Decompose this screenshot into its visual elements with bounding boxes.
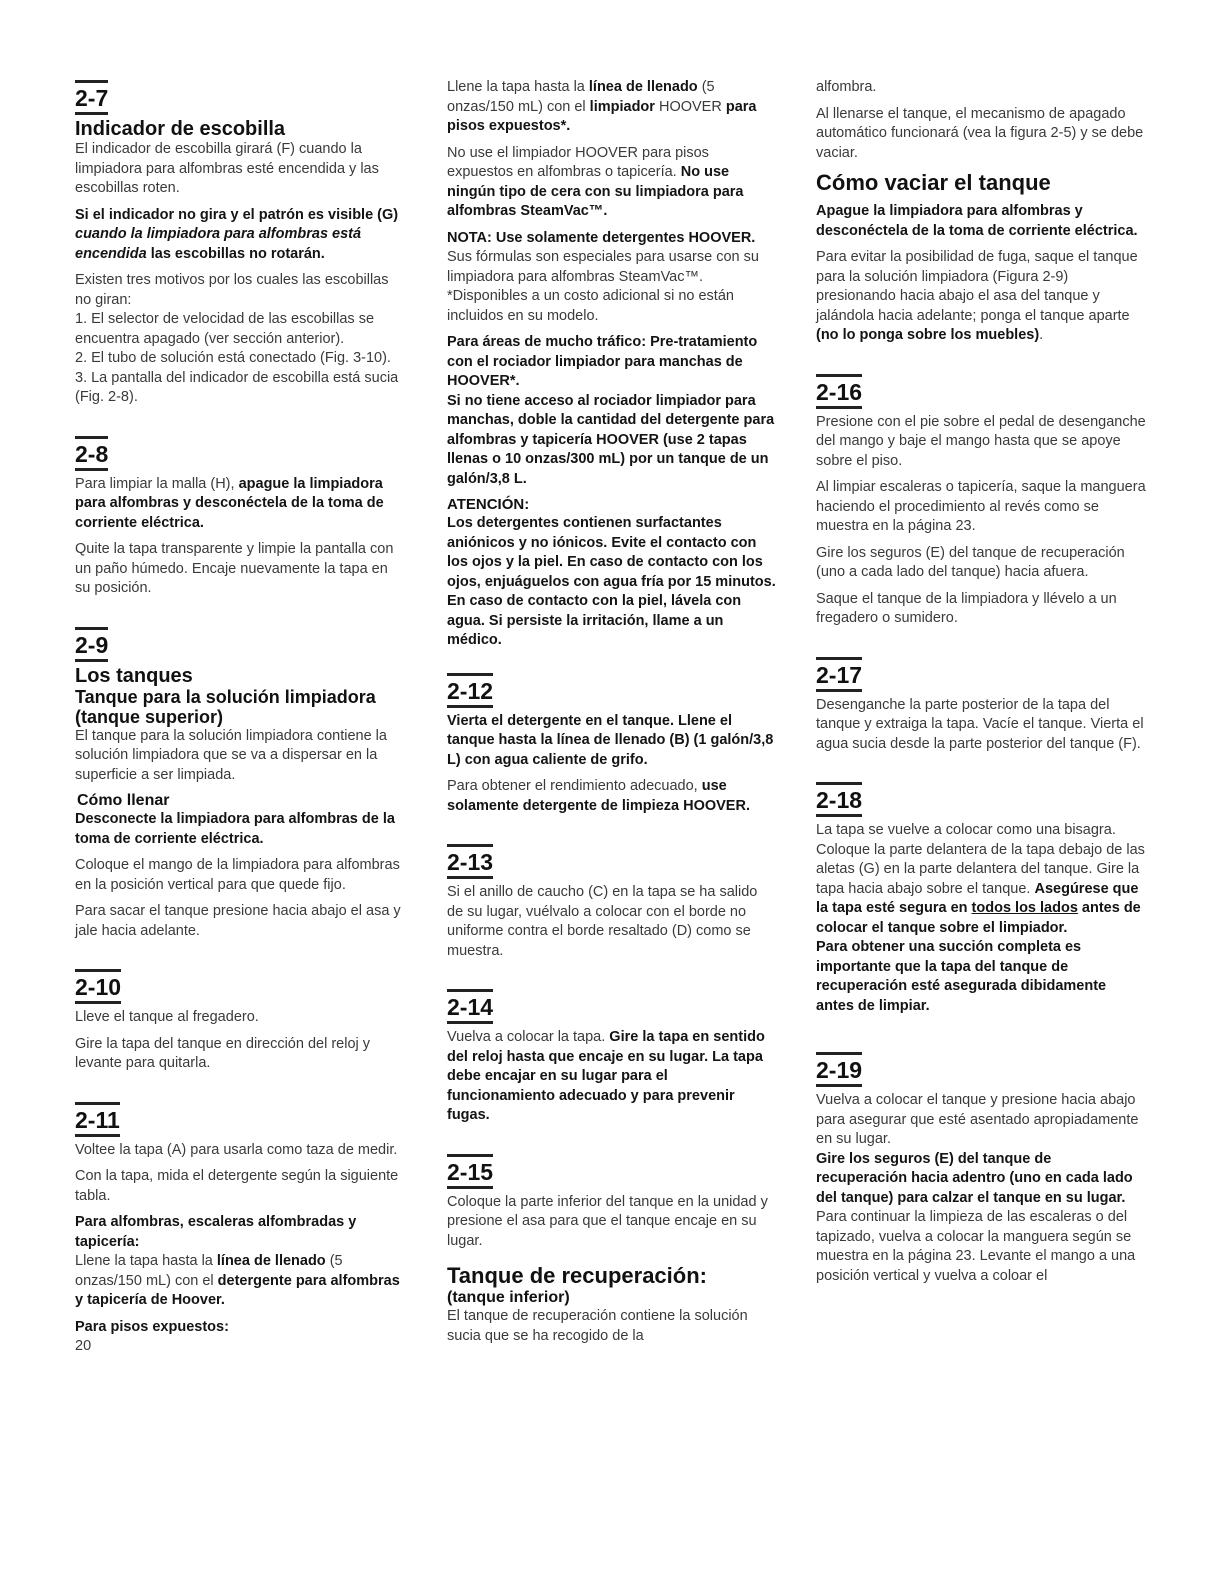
step-number: 2-11 bbox=[75, 1100, 120, 1133]
paragraph: Desenganche la parte posterior de la tapa del tanque y extraiga la tapa. Vacíe el tanque. Vierta el agua sucia desde la parte posterior del tanque (F). bbox=[816, 696, 1144, 752]
paragraph: Apague la limpiadora para alfombras y desconéctela de la toma de corriente eléctrica. bbox=[816, 203, 1138, 239]
section-title: Cómo vaciar el tanque bbox=[816, 170, 1051, 195]
paragraph: Para pisos expuestos: bbox=[75, 1318, 229, 1335]
paragraph: El tanque de recuperación contiene la solución sucia que se ha recogido de la bbox=[447, 1308, 748, 1344]
paragraph: Saque el tanque de la limpiadora y llévelo a un fregadero o sumidero. bbox=[816, 590, 1117, 626]
paragraph: *Disponibles a un costo adicional si no están incluidos en su modelo. bbox=[447, 288, 734, 324]
attention-text: Los detergentes contienen surfactantes aniónicos y no iónicos. Evite el contacto con los ojos y la piel. En caso de contacto con los ojos, enjuáguelos con agua fría por 15 minutos. En caso de contacto con la piel, lávela con agua. Si persiste la irritación, llame a un médico. bbox=[447, 515, 776, 648]
list-item: 2. El tubo de solución está conectado (Fig. 3-10). bbox=[75, 350, 391, 366]
section-2-10 bbox=[75, 967, 405, 1074]
section-2-15 bbox=[447, 1152, 777, 1252]
page-number: 20 bbox=[75, 1338, 92, 1354]
column-left bbox=[75, 78, 405, 1357]
section-2-14 bbox=[447, 987, 777, 1126]
paragraph: Desconecte la limpiadora para alfombras de la toma de corriente eléctrica. bbox=[75, 811, 395, 847]
section-2-8 bbox=[75, 434, 405, 599]
step-number: 2-12 bbox=[447, 671, 493, 704]
paragraph: Presione con el pie sobre el pedal de desenganche del mango y baje el mango hasta que se apoye sobre el piso. bbox=[816, 413, 1146, 469]
section-title: Indicador de escobilla bbox=[75, 118, 286, 140]
paragraph: No use el limpiador HOOVER para pisos expuestos en alfombras o tapicería. No use ningún tipo de cera con su limpiadora para alfombras SteamVac™. bbox=[447, 144, 744, 219]
paragraph: Gire la tapa del tanque en dirección del reloj y levante para quitarla. bbox=[75, 1035, 371, 1071]
paragraph: Si no tiene acceso al rociador limpiador para manchas, doble la cantidad del detergente para alfombras y tapicería HOOVER (use 2 tapas llenas o 10 onzas/300 mL) por un tanque de un galón/3,8 L. bbox=[447, 392, 775, 487]
section-2-19 bbox=[816, 1050, 1146, 1286]
step-number: 2-16 bbox=[816, 372, 862, 405]
section-title: Tanque de recuperación: bbox=[447, 1263, 707, 1288]
paragraph: Existen tres motivos por los cuales las escobillas no giran: bbox=[75, 272, 389, 308]
paragraph: Llene la tapa hasta la línea de llenado (5 onzas/150 mL) con el limpiador HOOVER para pisos expuestos*. bbox=[447, 79, 757, 134]
section-2-13 bbox=[447, 842, 777, 961]
paragraph: Vuelva a colocar la tapa. Gire la tapa en sentido del reloj hasta que encaje en su lugar. La tapa debe encajar en su lugar para el funcionamiento adecuado y para prevenir fugas. bbox=[447, 1029, 765, 1123]
step-number: 2-7 bbox=[75, 78, 108, 111]
section-2-12 bbox=[447, 671, 777, 817]
attention-heading: ATENCIÓN: bbox=[447, 496, 530, 513]
step-number: 2-17 bbox=[816, 655, 862, 688]
subheading: Cómo llenar bbox=[77, 792, 170, 809]
column-middle bbox=[447, 78, 777, 1372]
paragraph: Al llenarse el tanque, el mecanismo de apagado automático funcionará (vea la figura 2-5) y se debe vaciar. bbox=[816, 105, 1144, 161]
column-right bbox=[816, 78, 1146, 1312]
paragraph: Para evitar la posibilidad de fuga, saque el tanque para la solución limpiadora (Figura 2-9) presionando hacia abajo el asa del tanque y jalándola hacia adelante; ponga el tanque aparte (no lo ponga sobre los muebles). bbox=[816, 249, 1138, 343]
section-2-16 bbox=[816, 372, 1146, 629]
section-2-11 bbox=[75, 1100, 405, 1357]
section-2-9 bbox=[75, 625, 405, 942]
paragraph: Coloque la parte inferior del tanque en la unidad y presione el asa para que el tanque encaje en su lugar. bbox=[447, 1193, 768, 1249]
paragraph: Quite la tapa transparente y limpie la pantalla con un paño húmedo. Encaje nuevamente la tapa en su posición. bbox=[75, 541, 394, 596]
paragraph: Para alfombras, escaleras alfombradas y tapicería: Llene la tapa hasta la línea de llenado (5 onzas/150 mL) con el detergente para alfombras y tapicería de Hoover. bbox=[75, 1214, 400, 1308]
section-recovery-tank bbox=[447, 1263, 777, 1346]
step-number: 2-13 bbox=[447, 842, 493, 875]
paragraph: Si el indicador no gira y el patrón es visible (G) cuando la limpiadora para alfombras está encendida las escobillas no rotarán. bbox=[75, 206, 399, 262]
paragraph: Para continuar la limpieza de las escaleras o del tapizado, vuelva a colocar la manguera según se muestra en la página 23. Levante el mango a una posición vertical y vuelva a coloar el bbox=[816, 1209, 1136, 1284]
paragraph: Vierta el detergente en el tanque. Llene el tanque hasta la línea de llenado (B) (1 galón/3,8 L) con agua caliente de grifo. bbox=[447, 712, 774, 768]
paragraph: alfombra. bbox=[816, 79, 877, 95]
paragraph: Para áreas de mucho tráfico: Pre-tratamiento con el rociador limpiador para manchas de HOOVER*. bbox=[447, 334, 758, 389]
section-subtitle: (tanque inferior) bbox=[447, 1289, 570, 1306]
section-empty-tank bbox=[816, 170, 1146, 346]
list-item: 1. El selector de velocidad de las escobillas se encuentra apagado (ver sección anterior). bbox=[75, 311, 375, 347]
paragraph: Para obtener una succión completa es importante que la tapa del tanque de recuperación esté asegurada dibidamente antes de limpiar. bbox=[816, 939, 1107, 1014]
section-continued bbox=[816, 78, 1146, 163]
step-number: 2-15 bbox=[447, 1152, 493, 1185]
paragraph: Para obtener el rendimiento adecuado, use solamente detergente de limpieza HOOVER. bbox=[447, 778, 750, 814]
step-number: 2-9 bbox=[75, 625, 108, 658]
paragraph: Para limpiar la malla (H), apague la limpiadora para alfombras y desconéctela de la toma de corriente eléctrica. bbox=[75, 475, 384, 531]
paragraph: Con la tapa, mida el detergente según la siguiente tabla. bbox=[75, 1168, 399, 1204]
paragraph: Coloque el mango de la limpiadora para alfombras en la posición vertical para que quede fijo. bbox=[75, 857, 400, 893]
step-number: 2-14 bbox=[447, 987, 493, 1020]
section-2-17 bbox=[816, 655, 1146, 755]
paragraph: Gire los seguros (E) del tanque de recuperación hacia adentro (uno en cada lado del tanque) para calzar el tanque en su lugar. bbox=[816, 1150, 1133, 1206]
paragraph: Voltee la tapa (A) para usarla como taza de medir. bbox=[75, 1141, 398, 1158]
section-continued bbox=[447, 78, 777, 651]
paragraph: Al limpiar escaleras o tapicería, saque la manguera haciendo el procedimiento al revés como se muestra en la página 23. bbox=[816, 479, 1146, 534]
section-subtitle: Tanque para la solución limpiadora (tanque superior) bbox=[75, 686, 376, 727]
paragraph: NOTA: Use solamente detergentes HOOVER. Sus fórmulas son especiales para usarse con su limpiadora para alfombras SteamVac™. bbox=[447, 229, 759, 285]
step-number: 2-18 bbox=[816, 780, 862, 813]
step-number: 2-10 bbox=[75, 967, 121, 1000]
paragraph: El indicador de escobilla girará (F) cuando la limpiadora para alfombras esté encendida y las escobillas roten. bbox=[75, 141, 379, 196]
paragraph: La tapa se vuelve a colocar como una bisagra. Coloque la parte delantera de la tapa debajo de las aletas (G) en la parte delantera del tanque. Gire la tapa hacia abajo sobre el tanque. Asegúrese que la tapa esté segura en todos los lados antes de colocar el tanque sobre el limpiador. bbox=[816, 822, 1145, 936]
step-number: 2-19 bbox=[816, 1050, 862, 1083]
paragraph: Para sacar el tanque presione hacia abajo el asa y jale hacia adelante. bbox=[75, 903, 401, 939]
paragraph: Vuelva a colocar el tanque y presione hacia abajo para asegurar que esté asentado apropiadamente en su lugar. bbox=[816, 1092, 1139, 1147]
paragraph: Gire los seguros (E) del tanque de recuperación (uno a cada lado del tanque) hacia afuera. bbox=[816, 544, 1125, 580]
step-number: 2-8 bbox=[75, 434, 108, 467]
section-2-18 bbox=[816, 780, 1146, 1016]
paragraph: El tanque para la solución limpiadora contiene la solución limpiadora que se va a dispersar en la superficie a ser limpiada. bbox=[75, 727, 387, 783]
paragraph: Si el anillo de caucho (C) en la tapa se ha salido de su lugar, vuélvalo a colocar con el borde no uniforme contra el borde resaltado (D) como se muestra. bbox=[447, 884, 758, 959]
section-2-7 bbox=[75, 78, 405, 408]
section-title: Los tanques bbox=[75, 664, 193, 687]
paragraph: Lleve el tanque al fregadero. bbox=[75, 1009, 259, 1025]
list-item: 3. La pantalla del indicador de escobilla está sucia (Fig. 2-8). bbox=[75, 369, 399, 405]
